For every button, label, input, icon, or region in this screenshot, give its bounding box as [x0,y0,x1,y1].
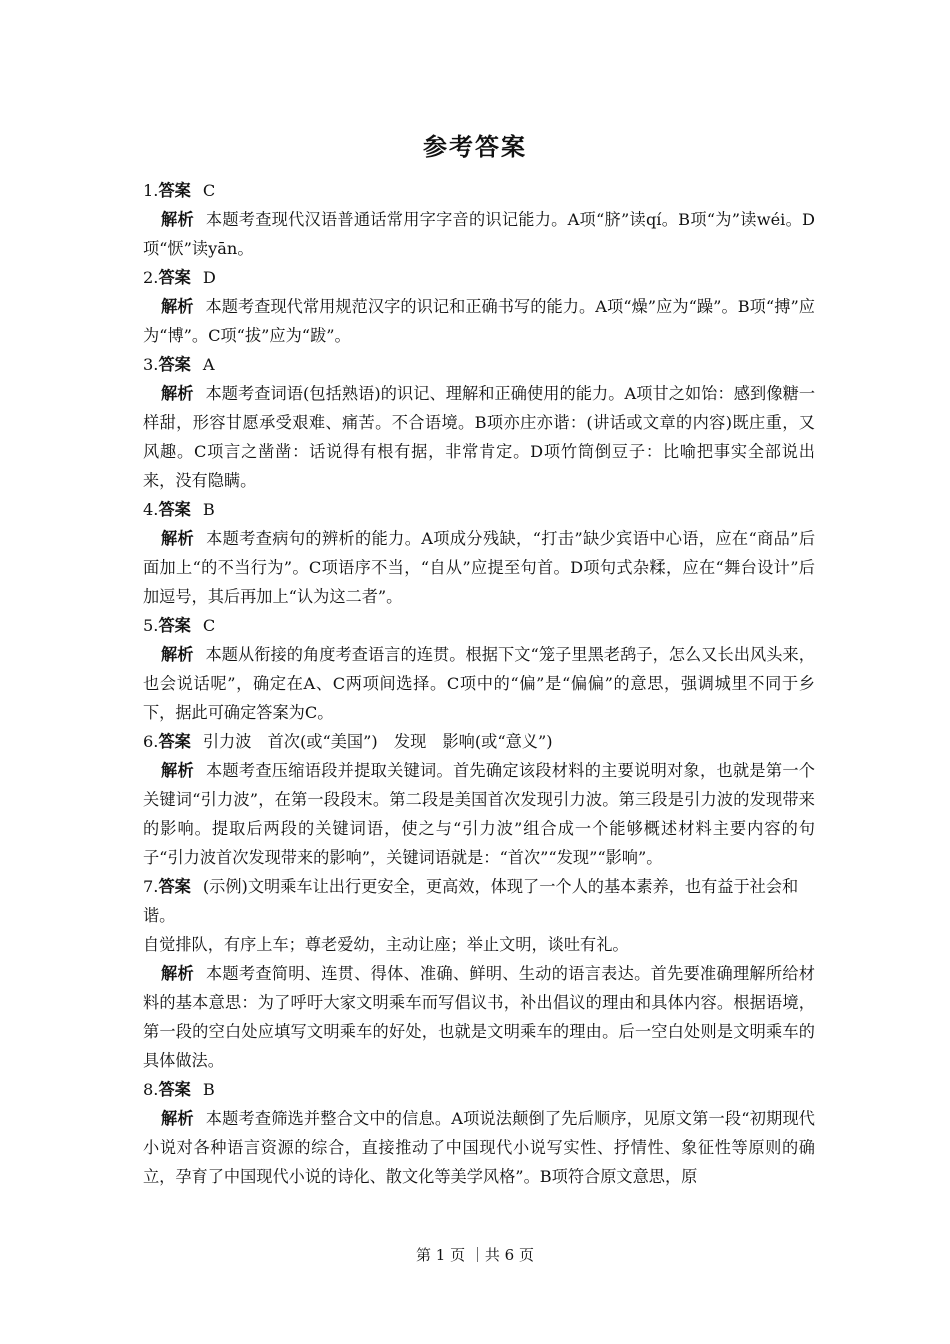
item-number: 3. [143,355,159,374]
analysis-label: 解析 [161,384,194,403]
analysis-label: 解析 [161,761,194,780]
answer-line [143,872,815,930]
item-number: 4. [143,500,159,519]
item-number: 7. [143,877,159,896]
analysis-paragraph [143,959,815,1075]
analysis-text: 本题考查现代常用规范汉字的识记和正确书写的能力。A项“燥”应为“躁”。B项“搏”应为“博”。C项“拔”应为“跋”。 [143,297,815,345]
analysis-text: 本题考查简明、连贯、得体、准确、鲜明、生动的语言表达。首先要准确理解所给材料的基本意思：为了呼吁大家文明乘车而写倡议书，补出倡议的理由和具体内容。根据语境，第一段的空白处应填写文明乘车的好处，也就是文明乘车的理由。后一空白处则是文明乘车的具体做法。 [143,964,815,1070]
analysis-paragraph [143,379,815,495]
analysis-label: 解析 [161,1109,194,1128]
answer-label: 答案 [158,877,191,896]
answer-line [143,350,815,379]
item-number: 6. [143,732,159,751]
analysis-text: 本题考查现代汉语普通话常用字字音的识记能力。A项“脐”读qí。B项“为”读wéi。D项“恹”读yān。 [143,210,815,258]
answer-line [143,1075,815,1104]
answer-label: 答案 [158,355,191,374]
analysis-label: 解析 [161,964,194,983]
answer-label: 答案 [158,268,191,287]
analysis-text: 本题从衔接的角度考查语言的连贯。根据下文“笼子里黑老鸹子，怎么又长出风头来，也会说话呢”，确定在A、C两项间选择。C项中的“偏”是“偏偏”的意思，强调城里不同于乡下，据此可确定答案为C。 [143,645,815,722]
answer-label: 答案 [158,1080,191,1099]
analysis-label: 解析 [161,645,194,664]
answer-value: 引力波 首次(或“美国”) 发现 影响(或“意义”) [202,732,553,751]
answer-line [143,495,815,524]
answer-extra-line: 自觉排队，有序上车；尊老爱幼，主动让座；举止文明，谈吐有礼。 [143,935,629,954]
answer-line [143,263,815,292]
analysis-text: 本题考查词语(包括熟语)的识记、理解和正确使用的能力。A项甘之如饴：感到像糖一样甜，形容甘愿承受艰难、痛苦。不合语境。B项亦庄亦谐：(讲话或文章的内容)既庄重，又风趣。C项言之凿凿：话说得有根有据，非常肯定。D项竹筒倒豆子：比喻把事实全部说出来，没有隐瞒。 [143,384,816,490]
analysis-paragraph [143,205,815,263]
answer-value: C [202,181,216,200]
analysis-paragraph [143,1104,815,1191]
analysis-paragraph [143,640,815,727]
analysis-label: 解析 [161,297,194,316]
analysis-label: 解析 [161,529,195,548]
analysis-paragraph [143,524,815,611]
answer-value: A [202,355,215,374]
page-title: 参考答案 [423,133,527,161]
answer-value: B [202,500,215,519]
analysis-paragraph [143,292,815,350]
page-footer: 第 1 页 ｜共 6 页 [416,1246,534,1264]
analysis-paragraph [143,756,815,872]
answer-label: 答案 [158,500,191,519]
answer-value: B [202,1080,215,1099]
analysis-text: 本题考查筛选并整合文中的信息。A项说法颠倒了先后顺序，见原文第一段“初期现代小说对各种语言资源的综合，直接推动了中国现代小说写实性、抒情性、象征性等原则的确立，孕育了中国现代小说的诗化、散文化等美学风格”。B项符合原文意思，原 [143,1109,815,1186]
answer-value: (示例)文明乘车让出行更安全，更高效，体现了一个人的基本素养，也有益于社会和谐。 [143,877,799,925]
item-number: 8. [143,1080,159,1099]
answer-list [143,176,815,1191]
answer-label: 答案 [158,181,191,200]
answer-label: 答案 [158,732,191,751]
answer-value: C [202,616,216,635]
analysis-label: 解析 [161,210,194,229]
item-number: 2. [143,268,159,287]
analysis-text: 本题考查病句的辨析的能力。A项成分残缺，“打击”缺少宾语中心语，应在“商品”后面加上“的不当行为”。C项语序不当，“自从”应提至句首。D项句式杂糅，应在“舞台设计”后加逗号，其后再加上“认为这二者”。 [143,529,816,606]
answer-value: D [202,268,216,287]
item-number: 5. [143,616,159,635]
answer-line [143,727,815,756]
answer-label: 答案 [158,616,191,635]
analysis-text: 本题考查压缩语段并提取关键词。首先确定该段材料的主要说明对象，也就是第一个关键词“引力波”，在第一段段末。第二段是美国首次发现引力波。第三段是引力波的发现带来的影响。提取后两段的关键词语，使之与“引力波”组合成一个能够概述材料主要内容的句子“引力波首次发现带来的影响”，关键词语就是：“首次”“发现”“影响”。 [143,761,815,867]
answer-line [143,611,815,640]
answer-line [143,176,815,205]
item-number: 1. [143,181,159,200]
